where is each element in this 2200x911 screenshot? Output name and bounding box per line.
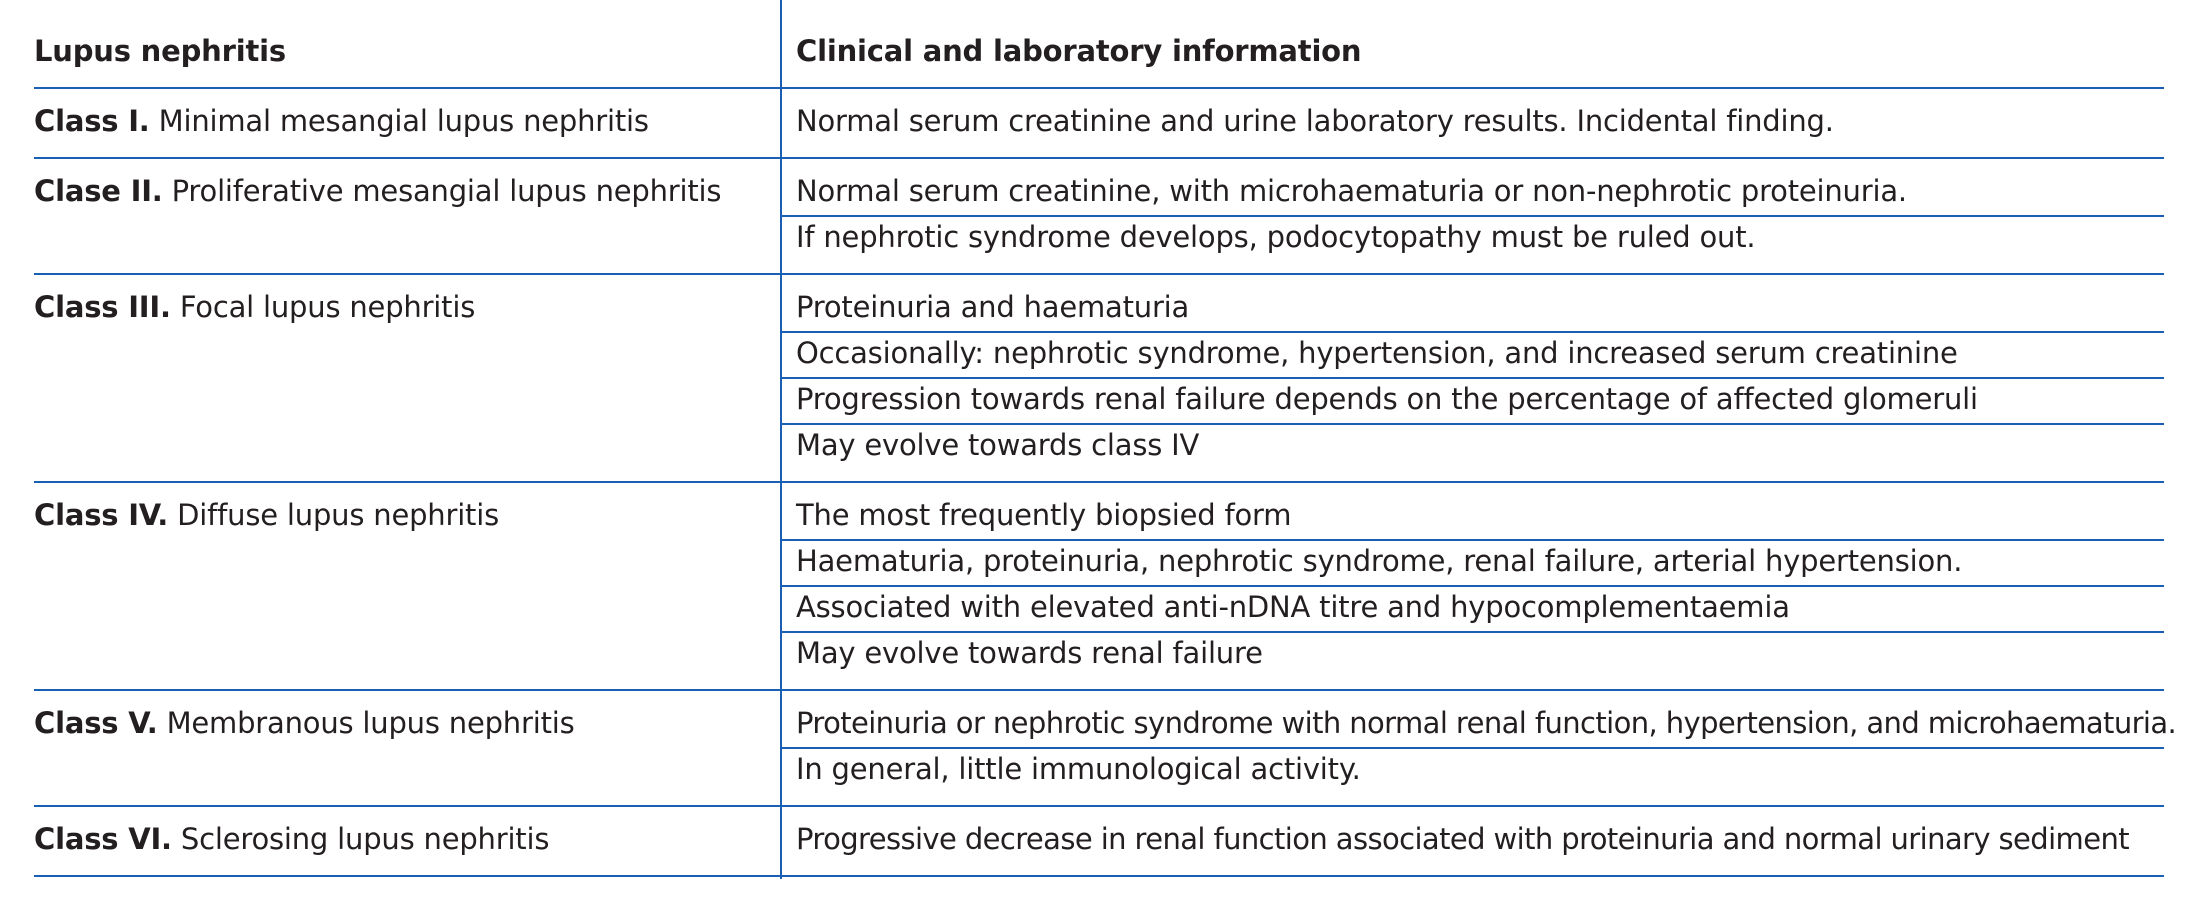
- table-bottom-rule: [34, 875, 2164, 877]
- class-iv-info-2: Haematuria, proteinuria, nephrotic syndrome, renal failure, arterial hypertension.: [796, 544, 1963, 578]
- header-clinical-info: Clinical and laboratory information: [796, 34, 1362, 68]
- row-rule: [34, 481, 2164, 483]
- row-rule: [34, 157, 2164, 159]
- class-i-number: Class I.: [34, 104, 150, 138]
- class-vi-number: Class VI.: [34, 822, 172, 856]
- class-ii-info-2: If nephrotic syndrome develops, podocytopathy must be ruled out.: [796, 220, 1756, 254]
- row-rule: [34, 273, 2164, 275]
- class-vi-label: [34, 821, 549, 857]
- sub-row-rule: [780, 331, 2164, 333]
- class-i-label: [34, 103, 649, 139]
- class-iii-info-2: Occasionally: nephrotic syndrome, hypertension, and increased serum creatinine: [796, 336, 1958, 370]
- class-v-name: Membranous lupus nephritis: [166, 706, 575, 740]
- class-vi-name: Sclerosing lupus nephritis: [180, 822, 550, 856]
- class-v-number: Class V.: [34, 706, 158, 740]
- sub-row-rule: [780, 215, 2164, 217]
- class-v-info-2: In general, little immunological activity.: [796, 752, 1361, 786]
- class-ii-number: Clase II.: [34, 174, 163, 208]
- sub-row-rule: [780, 585, 2164, 587]
- sub-row-rule: [780, 631, 2164, 633]
- header-rule: [34, 87, 2164, 89]
- sub-row-rule: [780, 423, 2164, 425]
- class-iii-info-3: Progression towards renal failure depends on the percentage of affected glomeruli: [796, 382, 1978, 416]
- class-iii-name: Focal lupus nephritis: [179, 290, 476, 324]
- class-iii-number: Class III.: [34, 290, 171, 324]
- class-iv-info-3: Associated with elevated anti-nDNA titre and hypocomplementaemia: [796, 590, 1790, 624]
- class-vi-info-1: Progressive decrease in renal function associated with proteinuria and normal urinary sediment: [796, 822, 2129, 856]
- class-iii-label: [34, 289, 475, 325]
- sub-row-rule: [780, 377, 2164, 379]
- class-iv-name: Diffuse lupus nephritis: [177, 498, 499, 532]
- sub-row-rule: [780, 539, 2164, 541]
- class-iii-info-4: May evolve towards class IV: [796, 428, 1200, 462]
- class-iv-number: Class IV.: [34, 498, 169, 532]
- sub-row-rule: [780, 747, 2164, 749]
- class-iii-info-1: Proteinuria and haematuria: [796, 290, 1190, 324]
- class-iv-info-4: May evolve towards renal failure: [796, 636, 1263, 670]
- class-ii-label: [34, 173, 721, 209]
- class-i-info-1: Normal serum creatinine and urine laboratory results. Incidental finding.: [796, 104, 1834, 138]
- class-i-name: Minimal mesangial lupus nephritis: [158, 104, 649, 138]
- class-ii-info-1: Normal serum creatinine, with microhaematuria or non-nephrotic proteinuria.: [796, 174, 1907, 208]
- class-ii-name: Proliferative mesangial lupus nephritis: [171, 174, 722, 208]
- class-v-label: [34, 705, 575, 741]
- class-iv-label: [34, 497, 499, 533]
- class-v-info-1: Proteinuria or nephrotic syndrome with normal renal function, hypertension, and microhaematuria.: [796, 706, 2177, 740]
- class-iv-info-1: The most frequently biopsied form: [796, 498, 1292, 532]
- header-lupus-nephritis: Lupus nephritis: [34, 34, 286, 68]
- row-rule: [34, 805, 2164, 807]
- row-rule: [34, 689, 2164, 691]
